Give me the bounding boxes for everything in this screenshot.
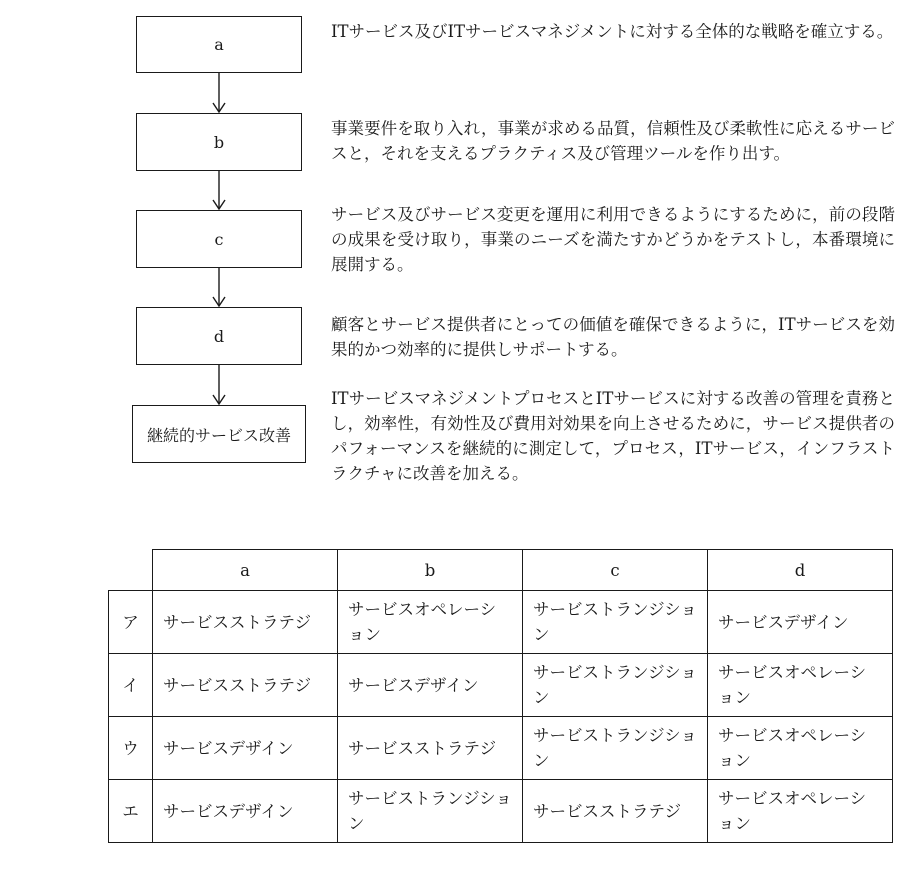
table-cell: サービスストラテジ: [523, 780, 708, 843]
flow-box-d: [136, 307, 302, 365]
table-row: [109, 591, 893, 654]
table-cell: サービストランジション: [523, 654, 708, 717]
row-label: ウ: [109, 717, 153, 780]
table-cell: サービスストラテジ: [153, 591, 338, 654]
table-cell: サービスデザイン: [153, 780, 338, 843]
step-description-a: ITサービス及びITサービスマネジメントに対する全体的な戦略を確立する。: [331, 22, 894, 41]
table-cell: サービスデザイン: [153, 717, 338, 780]
column-header-c: c: [523, 550, 708, 591]
flow-box-label: d: [213, 326, 225, 346]
table-cell: サービスオペレーション: [708, 780, 893, 843]
step-description-b: 事業要件を取り入れ，事業が求める品質，信頼性及び柔軟性に応えるサービスと，それを支えるプラクティス及び管理ツールを作り出す。: [331, 119, 895, 163]
column-header-b: b: [338, 550, 523, 591]
row-label: エ: [109, 780, 153, 843]
down-arrow-icon: [211, 268, 227, 307]
step-description-continual-improvement: ITサービスマネジメントプロセスとITサービスに対する改善の管理を責務とし，効率性，有効性及び費用対効果を向上させるために，サービス提供者のパフォーマンスを継続的に測定して，プロセス，ITサービス，インフラストラクチャに改善を加える。: [331, 389, 895, 483]
flow-box-continual-improvement: [132, 405, 306, 463]
table-row: [109, 780, 893, 843]
table-cell: サービスデザイン: [708, 591, 893, 654]
flow-box-label: 継続的サービス改善: [146, 425, 291, 445]
table-cell: サービスデザイン: [338, 654, 523, 717]
table-cell: サービスオペレーション: [708, 717, 893, 780]
table-cell: サービストランジション: [523, 591, 708, 654]
table-row: [109, 654, 893, 717]
flow-box-label: a: [214, 35, 224, 54]
table-cell: サービスオペレーション: [338, 591, 523, 654]
table-row: [109, 717, 893, 780]
down-arrow-icon: [211, 73, 227, 113]
flow-box-c: [136, 210, 302, 268]
step-description-d: 顧客とサービス提供者にとっての価値を確保できるように，ITサービスを効果的かつ効率的に提供しサポートする。: [331, 315, 895, 359]
step-description-c: サービス及びサービス変更を運用に利用できるようにするために，前の段階の成果を受け取り，事業のニーズを満たすかどうかをテストし，本番環境に展開する。: [331, 205, 895, 274]
table-cell: サービスストラテジ: [338, 717, 523, 780]
table-cell: サービスストラテジ: [153, 654, 338, 717]
answer-table: [108, 549, 893, 843]
header-row: [109, 550, 893, 591]
table-cell: サービストランジション: [523, 717, 708, 780]
flow-box-label: c: [214, 229, 224, 249]
row-label: ア: [109, 591, 153, 654]
down-arrow-icon: [211, 365, 227, 405]
down-arrow-icon: [211, 171, 227, 210]
column-header-d: d: [708, 550, 893, 591]
flow-box-a: [136, 16, 302, 73]
column-header-a: a: [153, 550, 338, 591]
table-cell: サービストランジション: [338, 780, 523, 843]
row-label: イ: [109, 654, 153, 717]
corner-cell: [109, 550, 153, 591]
flow-box-b: [136, 113, 302, 171]
flow-box-label: b: [213, 132, 225, 152]
table-cell: サービスオペレーション: [708, 654, 893, 717]
